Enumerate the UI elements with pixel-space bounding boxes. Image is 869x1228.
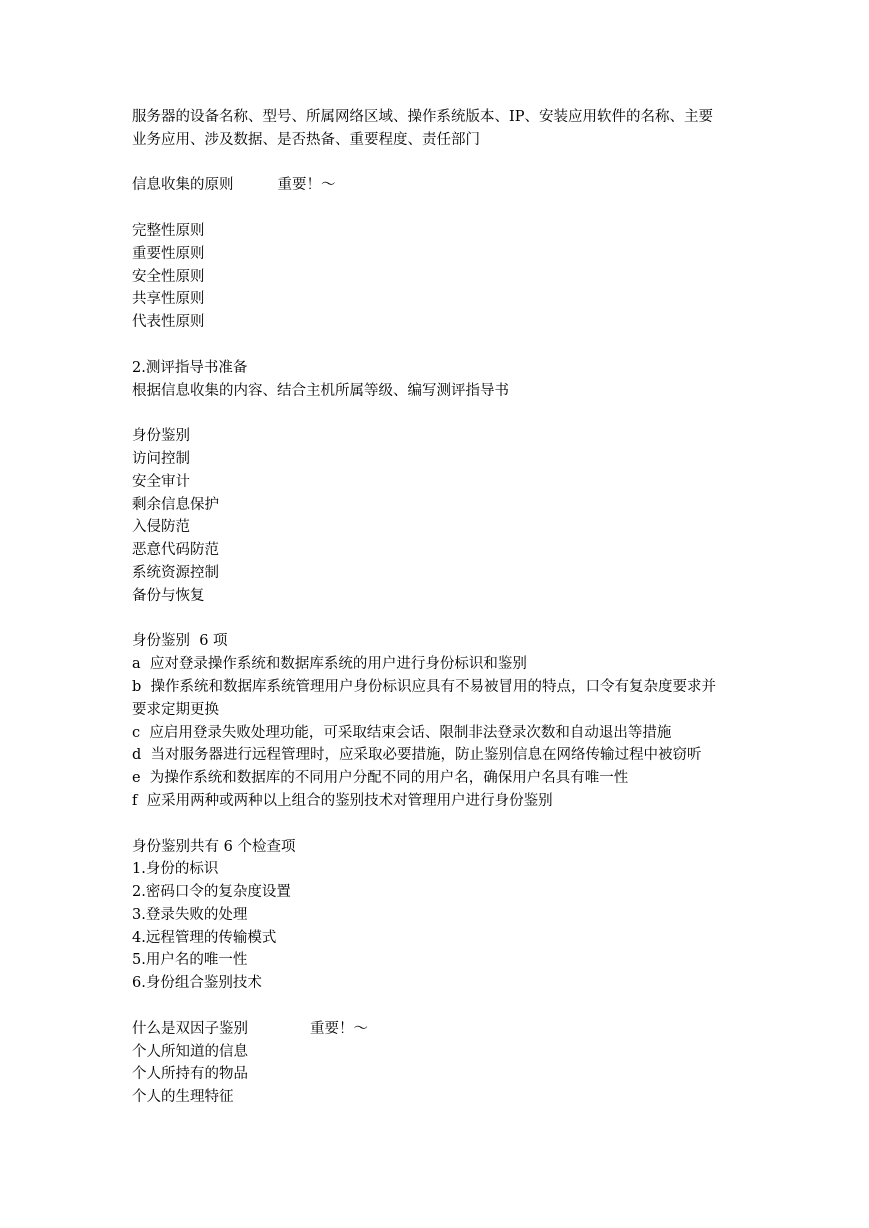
principle-item: 完整性原则 xyxy=(132,222,205,239)
check-item: 6.身份组合鉴别技术 xyxy=(132,975,262,992)
spacer xyxy=(132,402,742,425)
twofactor-item: 个人的生理特征 xyxy=(132,1089,234,1106)
auth-item-d: d 当对服务器进行远程管理时，应采取必要措施，防止鉴别信息在网络传输过程中被窃听 xyxy=(132,747,702,764)
principle-item: 重要性原则 xyxy=(132,245,205,262)
twofactor-important-tag: 重要！～ xyxy=(310,1020,368,1037)
category-item: 入侵防范 xyxy=(132,519,190,536)
auth-item-c: c 应启用登录失败处理功能，可采取结束会话、限制非法登录次数和自动退出等措施 xyxy=(132,724,672,741)
category-item: 身份鉴别 xyxy=(132,428,190,445)
category-item: 恶意代码防范 xyxy=(132,542,219,559)
twofactor-heading-row xyxy=(132,1018,742,1041)
checks-heading: 身份鉴别共有 6 个检查项 xyxy=(132,838,296,855)
auth-item-f: f 应采用两种或两种以上组合的鉴别技术对管理用户进行身份鉴别 xyxy=(132,792,553,809)
check-item: 2.密码口令的复杂度设置 xyxy=(132,884,291,901)
auth-item-e: e 为操作系统和数据库的不同用户分配不同的用户名，确保用户名具有唯一性 xyxy=(132,770,629,787)
category-item: 备份与恢复 xyxy=(132,587,205,604)
check-item: 1.身份的标识 xyxy=(132,861,219,878)
spacer xyxy=(132,334,742,357)
check-item: 3.登录失败的处理 xyxy=(132,906,248,923)
spacer xyxy=(132,608,742,631)
twofactor-item: 个人所知道的信息 xyxy=(132,1043,248,1060)
auth-item-a: a 应对登录操作系统和数据库系统的用户进行身份标识和鉴别 xyxy=(132,656,527,673)
principles-heading-row xyxy=(132,174,742,197)
principle-item: 共享性原则 xyxy=(132,291,205,308)
check-item: 5.用户名的唯一性 xyxy=(132,952,248,969)
spacer xyxy=(132,197,742,220)
intro-line-1: 服务器的设备名称、型号、所属网络区域、操作系统版本、IP、安装应用软件的名称、主要 xyxy=(132,109,713,125)
principle-item: 代表性原则 xyxy=(132,314,205,331)
spacer xyxy=(132,995,742,1018)
check-item: 4.远程管理的传输模式 xyxy=(132,929,277,946)
category-item: 访问控制 xyxy=(132,450,190,467)
principle-item: 安全性原则 xyxy=(132,268,205,285)
intro-line-2: 业务应用、涉及数据、是否热备、重要程度、责任部门 xyxy=(132,131,480,148)
category-item: 剩余信息保护 xyxy=(132,496,219,513)
document-body xyxy=(132,106,742,1109)
auth-heading: 身份鉴别 6 项 xyxy=(132,633,228,650)
spacer xyxy=(132,152,742,175)
spacer xyxy=(132,813,742,836)
category-item: 安全审计 xyxy=(132,473,190,490)
category-item: 系统资源控制 xyxy=(132,564,219,581)
auth-item-b-line-1: b 操作系统和数据库系统管理用户身份标识应具有不易被冒用的特点，口令有复杂度要求并 xyxy=(132,678,716,695)
guide-description: 根据信息收集的内容、结合主机所属等级、编写测评指导书 xyxy=(132,382,509,399)
twofactor-item: 个人所持有的物品 xyxy=(132,1066,248,1083)
auth-item-b-line-2: 要求定期更换 xyxy=(132,701,219,718)
principles-important-tag: 重要！～ xyxy=(277,177,336,194)
principles-heading: 信息收集的原则 xyxy=(132,177,234,194)
twofactor-heading: 什么是双因子鉴别 xyxy=(132,1020,248,1037)
guide-heading: 2.测评指导书准备 xyxy=(132,359,248,376)
